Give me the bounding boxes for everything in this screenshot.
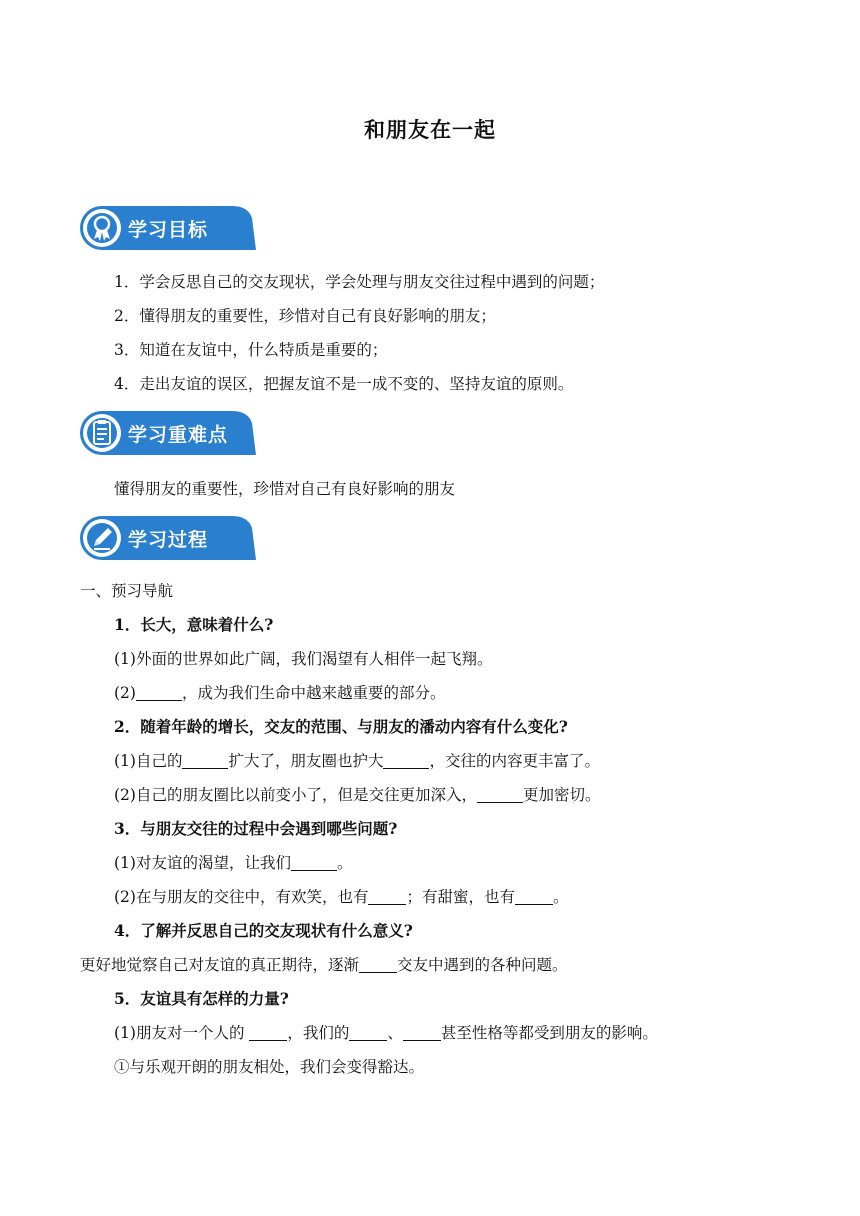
banner-label: 学习目标 (128, 219, 209, 241)
answer-4: 更好地觉察自己对友谊的真正期待，逐渐 交友中遇到的各种问题。 (80, 956, 568, 974)
goal-item-3: 3．知道在友谊中，什么特质是重要的； (114, 341, 388, 359)
pencil-icon (80, 516, 124, 560)
answer-2-2: (2)自己的朋友圈比以前变小了，但是交往更加深入， 更加密切。 (114, 786, 601, 804)
goal-item-2: 2．懂得朋友的重要性，珍惜对自己有良好影响的朋友； (114, 307, 496, 325)
fill-blank[interactable] (349, 1024, 387, 1041)
clipboard-list-icon (80, 411, 124, 455)
section-banner-key-points (80, 411, 256, 455)
answer-3-2: (2)在与朋友的交往中，有欢笑，也有 ；有甜蜜，也有 。 (114, 888, 569, 906)
answer-5-2: ①与乐观开朗的朋友相处，我们会变得豁达。 (114, 1058, 425, 1076)
award-ribbon-icon (80, 206, 124, 250)
question-3: 3．与朋友交往的过程中会遇到哪些问题? (114, 819, 398, 838)
fill-blank[interactable] (136, 684, 182, 701)
fill-blank[interactable] (291, 854, 337, 871)
fill-blank[interactable] (249, 1024, 287, 1041)
question-2: 2．随着年龄的增长，交友的范围、与朋友的潘动内容有什么变化? (114, 717, 568, 736)
preview-heading: 一、预习导航 (80, 582, 174, 600)
answer-5-1: (1)朋友对一个人的 ，我们的 、 甚至性格等都受到朋友的影响。 (114, 1024, 658, 1042)
fill-blank[interactable] (515, 888, 553, 905)
goal-item-4: 4．走出友谊的误区，把握友谊不是一成不变的、坚持友谊的原则。 (114, 375, 574, 393)
question-4: 4．了解并反思自己的交友现状有什么意义? (114, 921, 413, 940)
answer-1-2: (2) ，成为我们生命中越来越重要的部分。 (114, 684, 446, 702)
fill-blank[interactable] (182, 752, 228, 769)
section-banner-process (80, 516, 256, 560)
fill-blank[interactable] (383, 752, 429, 769)
goal-item-1: 1．学会反思自己的交友现状，学会处理与朋友交往过程中遇到的问题； (114, 273, 605, 291)
question-5: 5．友谊具有怎样的力量? (114, 989, 289, 1008)
banner-label: 学习过程 (128, 529, 209, 551)
banner-label: 学习重难点 (128, 424, 229, 446)
answer-3-1: (1)对友谊的渴望，让我们 。 (114, 854, 353, 872)
section-banner-goals (80, 206, 256, 250)
answer-1-1: (1)外面的世界如此广阔，我们渴望有人相伴一起飞翔。 (114, 650, 493, 668)
fill-blank[interactable] (403, 1024, 441, 1041)
fill-blank[interactable] (359, 956, 397, 973)
fill-blank[interactable] (368, 888, 406, 905)
fill-blank[interactable] (477, 786, 523, 803)
answer-2-1: (1)自己的 扩大了，朋友圈也护大 ，交往的内容更丰富了。 (114, 752, 600, 770)
key-point-text: 懂得朋友的重要性，珍惜对自己有良好影响的朋友 (114, 480, 456, 498)
page-title: 和朋友在一起 (364, 117, 496, 142)
question-1: 1．长大，意味着什么? (114, 615, 274, 634)
